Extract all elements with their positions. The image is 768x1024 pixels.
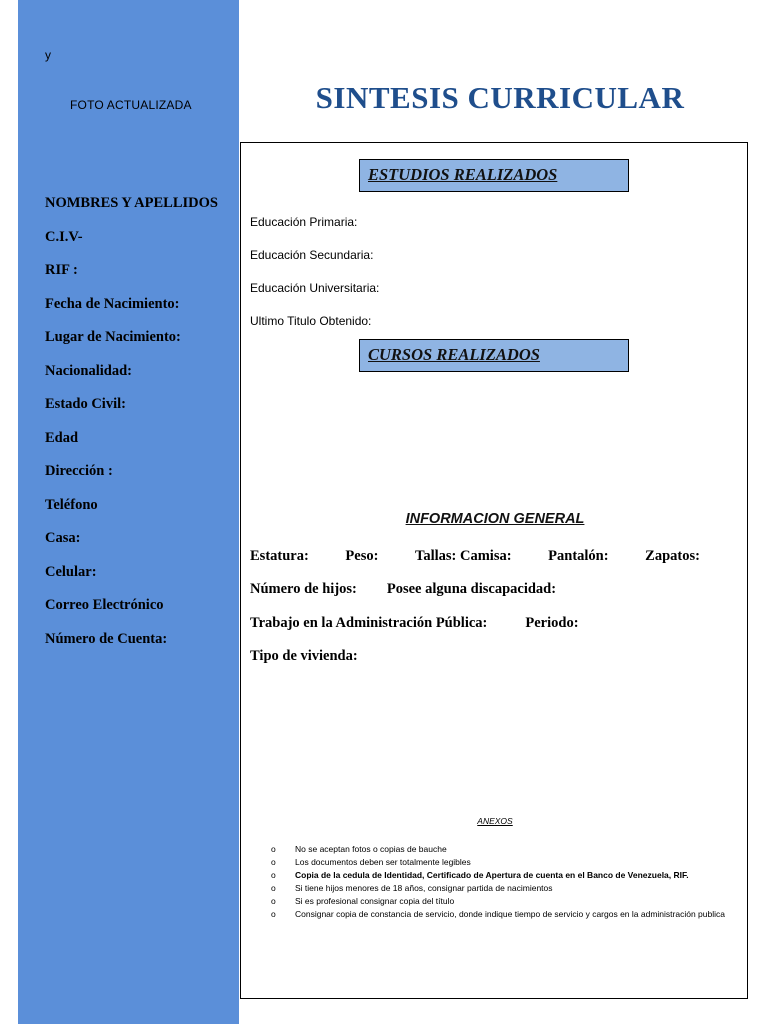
general-info-heading: INFORMACION GENERAL [405,511,585,527]
bullet-icon: o [271,909,276,919]
bullet-icon: o [271,870,276,880]
sidebar-panel [18,0,239,1024]
list-item: o Los documentos deben ser totalmente legibles [271,857,471,867]
label-pantalon: Pantalón: [548,548,609,564]
field-celular: Celular: [45,563,97,580]
list-item: o Si tiene hijos menores de 18 años, consignar partida de nacimientos [271,883,553,893]
studies-heading: ESTUDIOS REALIZADOS [359,159,629,192]
label-estatura: Estatura: [250,548,309,564]
annexes-heading: ANEXOS [477,816,513,826]
study-secundaria: Educación Secundaria: [250,248,374,262]
annexes-list [271,843,731,921]
list-item: o No se aceptan fotos o copias de bauche [271,844,447,854]
page-title: SINTESIS CURRICULAR [315,80,685,115]
field-lugar-nacimiento: Lugar de Nacimiento: [45,329,181,345]
label-tipo-vivienda: Tipo de vivienda: [250,648,358,664]
field-correo: Correo Electrónico [45,597,164,613]
study-ultimo-titulo: Ultimo Titulo Obtenido: [250,314,372,328]
label-numero-hijos: Número de hijos: [250,581,357,597]
general-row-measurements [250,548,700,565]
personal-data-list [45,195,218,664]
field-casa: Casa: [45,530,81,546]
general-row-work [250,615,579,632]
bullet-icon: o [271,844,276,854]
list-item: o Consignar copia de constancia de servicio, donde indique tiempo de servicio y cargos en la administración publica [271,909,725,919]
field-telefono: Teléfono [45,496,98,513]
bullet-icon: o [271,896,276,906]
studies-list [250,215,379,347]
list-item: o Si es profesional consignar copia del título [271,896,455,906]
field-civ: C.I.V- [45,228,83,245]
field-rif: RIF : [45,262,78,278]
field-nombres: NOMBRES Y APELLIDOS [45,195,218,211]
label-tallas-camisa: Tallas: Camisa: [415,548,512,564]
content-box [240,142,748,999]
label-discapacidad: Posee alguna discapacidad: [386,581,557,597]
label-zapatos: Zapatos: [645,548,700,564]
field-numero-cuenta: Número de Cuenta: [45,630,168,647]
bullet-icon: o [271,883,276,893]
field-estado-civil: Estado Civil: [45,396,126,412]
photo-placeholder-label: FOTO ACTUALIZADA [70,98,192,112]
bullet-icon: o [271,857,276,867]
field-nacionalidad: Nacionalidad: [45,362,133,379]
field-edad: Edad [45,429,79,446]
label-trabajo-administracion: Trabajo en la Administración Pública: [250,615,488,631]
field-direccion: Dirección : [45,463,113,479]
label-periodo: Periodo: [525,615,579,631]
list-item: o Copia de la cedula de Identidad, Certificado de Apertura de cuenta en el Banco de Venezuela, RIF. [271,870,689,880]
field-fecha-nacimiento: Fecha de Nacimiento: [45,295,180,312]
courses-heading: CURSOS REALIZADOS [359,339,629,372]
label-peso: Peso: [345,548,379,564]
sidebar-mark: y [45,48,51,62]
study-universitaria: Educación Universitaria: [250,281,380,295]
study-primaria: Educación Primaria: [250,215,358,229]
general-row-family [250,581,556,598]
